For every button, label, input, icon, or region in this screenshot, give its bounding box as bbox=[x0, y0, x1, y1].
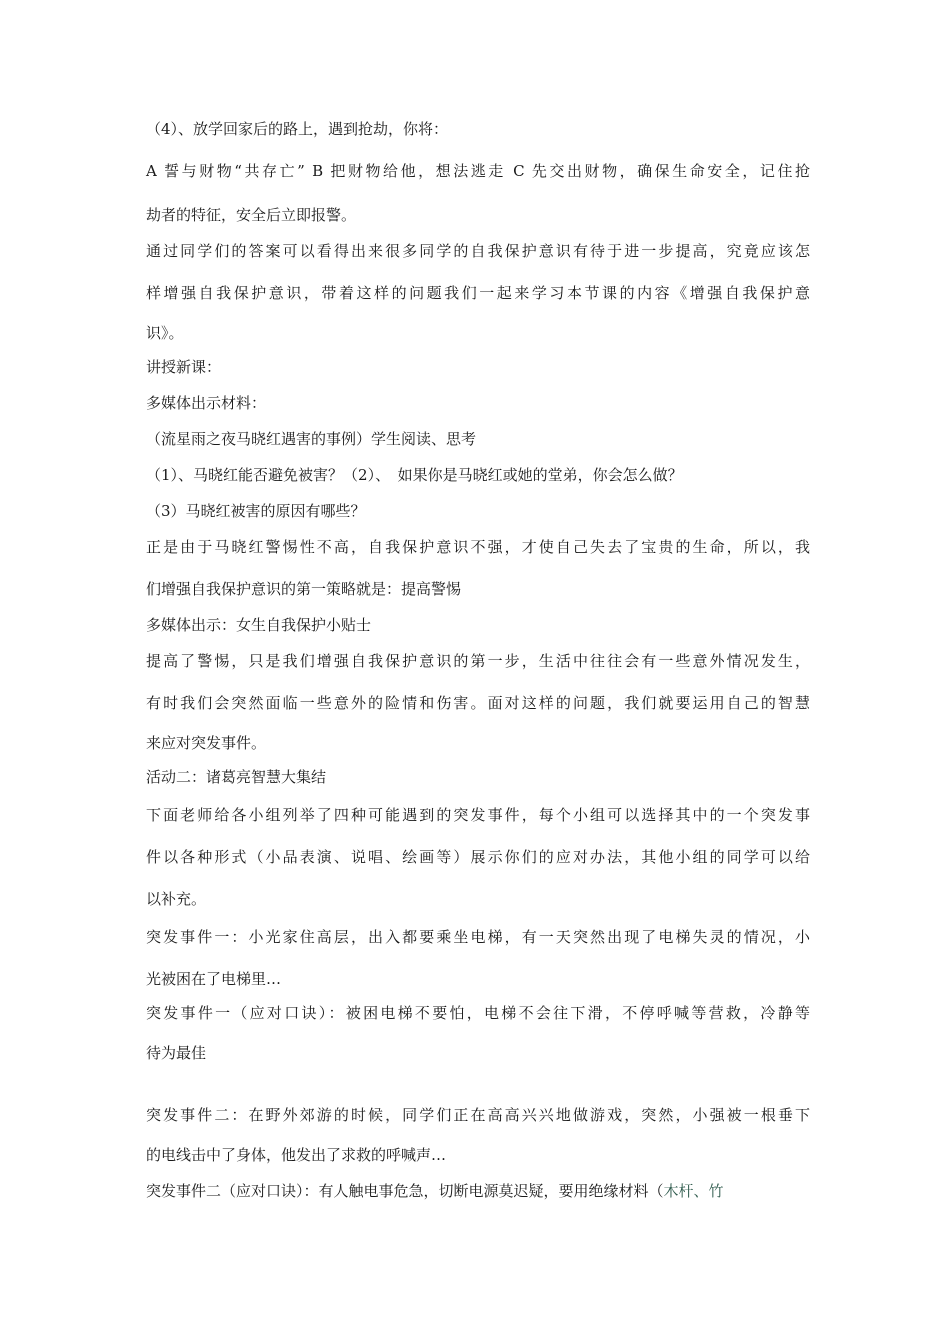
text-line-main: 突发事件二（应对口诀）：有人触电事危急，切断电源莫迟疑，要用绝缘材料（ bbox=[146, 1182, 664, 1200]
text-line: 突发事件一：小光家住高层，出入都要乘坐电梯，有一天突然出现了电梯失灵的情况，小 bbox=[146, 928, 810, 946]
text-line: （3）马晓红被害的原因有哪些？ bbox=[146, 502, 366, 520]
text-line: 突发事件一（应对口诀）：被困电梯不要怕，电梯不会往下滑，不停呼喊等营救，冷静等 bbox=[146, 1004, 810, 1022]
text-line: 识》。 bbox=[146, 324, 184, 342]
text-line: 的电线击中了身体，他发出了求救的呼喊声… bbox=[146, 1146, 447, 1164]
text-line: 有时我们会突然面临一些意外的险情和伤害。面对这样的问题，我们就要运用自己的智慧 bbox=[146, 694, 810, 712]
text-line: 劫者的特征，安全后立即报警。 bbox=[146, 206, 357, 224]
text-line: 样增强自我保护意识，带着这样的问题我们一起来学习本节课的内容《增强自我保护意 bbox=[146, 284, 810, 302]
text-line: 活动二：诸葛亮智慧大集结 bbox=[146, 768, 327, 786]
text-line: 下面老师给各小组列举了四种可能遇到的突发事件，每个小组可以选择其中的一个突发事 bbox=[146, 806, 810, 824]
text-line: 多媒体出示材料： bbox=[146, 394, 267, 412]
text-line: A 誓与财物“共存亡” B 把财物给他，想法逃走 C 先交出财物，确保生命安全，记住抢 bbox=[146, 162, 810, 180]
text-line: （1）、马晓红能否避免被害？（2）、 如果你是马晓红或她的堂弟，你会怎么做？ bbox=[146, 466, 683, 484]
text-line bbox=[146, 1180, 810, 1202]
text-line: 们增强自我保护意识的第一策略就是：提高警惕 bbox=[146, 580, 462, 598]
text-line: 多媒体出示：女生自我保护小贴士 bbox=[146, 616, 372, 634]
text-line: 来应对突发事件。 bbox=[146, 734, 267, 752]
text-line: 讲授新课： bbox=[146, 358, 222, 376]
text-line: 光被困在了电梯里… bbox=[146, 970, 282, 988]
text-line: 突发事件二：在野外郊游的时候，同学们正在高高兴兴地做游戏，突然，小强被一根垂下 bbox=[146, 1106, 810, 1124]
text-line: （流星雨之夜马晓红遇害的事例）学生阅读、思考 bbox=[146, 430, 477, 448]
text-line: 待为最佳 bbox=[146, 1044, 207, 1062]
text-line: 提高了警惕，只是我们增强自我保护意识的第一步，生活中往往会有一些意外情况发生， bbox=[146, 652, 810, 670]
text-line: 以补充。 bbox=[146, 890, 207, 908]
text-line: 正是由于马晓红警惕性不高，自我保护意识不强，才使自己失去了宝贵的生命，所以，我 bbox=[146, 538, 810, 556]
text-line: （4）、放学回家后的路上，遇到抢劫，你将： bbox=[146, 120, 449, 138]
text-line: 通过同学们的答案可以看得出来很多同学的自我保护意识有待于进一步提高，究竟应该怎 bbox=[146, 242, 810, 260]
text-line: 件以各种形式（小品表演、说唱、绘画等）展示你们的应对办法，其他小组的同学可以给 bbox=[146, 848, 810, 866]
highlighted-text: 木杆、竹 bbox=[663, 1182, 724, 1200]
